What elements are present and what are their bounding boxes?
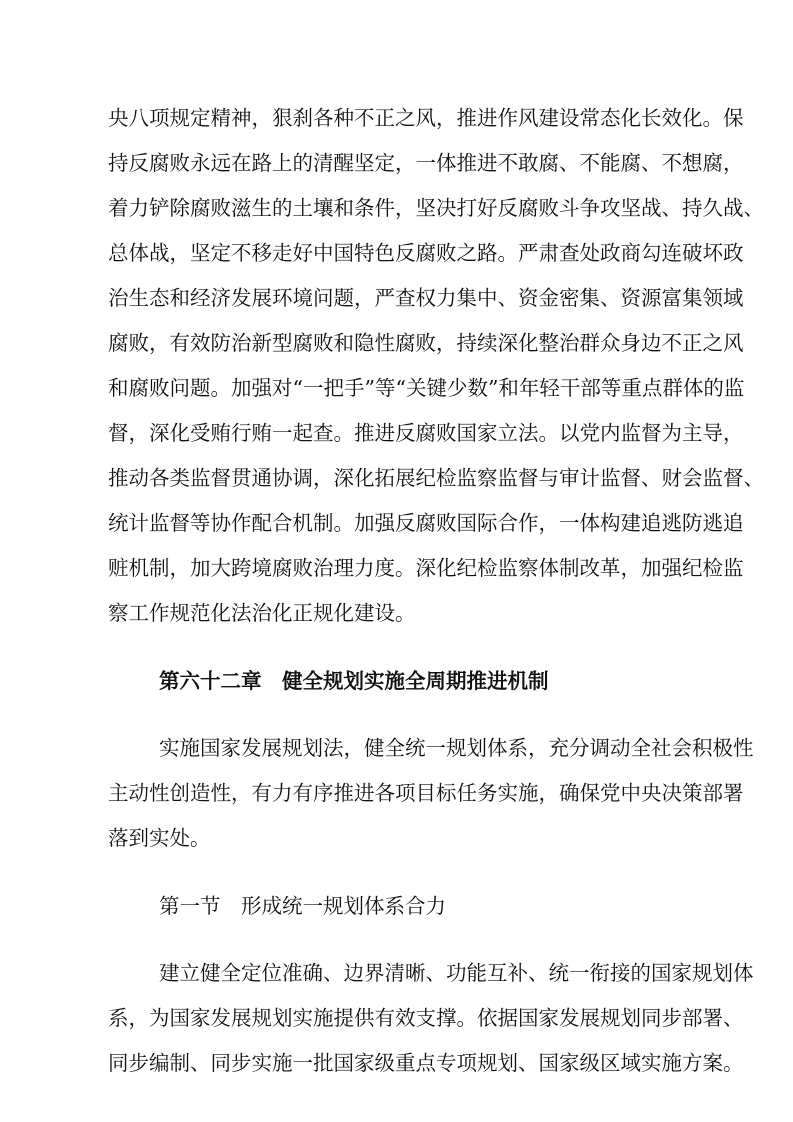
paragraph-line: 主动性创造性，有力有序推进各项目标任务实施，确保党中央决策部署	[108, 781, 744, 805]
paragraph-line: 实施国家发展规划法，健全统一规划体系，充分调动全社会积极性	[159, 736, 754, 760]
paragraph-line: 赃机制，加大跨境腐败治理力度。深化纪检监察体制改革，加强纪检监	[108, 556, 744, 580]
paragraph-line: 统计监督等协作配合机制。加强反腐败国际合作，一体构建追逃防逃追	[108, 511, 744, 535]
section-heading: 第一节 形成统一规划体系合力	[159, 894, 446, 918]
paragraph-line: 和腐败问题。加强对“一把手”等“关键少数”和年轻干部等重点群体的监	[108, 376, 745, 400]
paragraph-line: 持反腐败永远在路上的清醒坚定，一体推进不敢腐、不能腐、不想腐，	[108, 151, 744, 175]
paragraph-line: 央八项规定精神，狠刹各种不正之风，推进作风建设常态化长效化。保	[108, 106, 744, 130]
paragraph-line: 推动各类监督贯通协调，深化拓展纪检监察监督与审计监督、财会监督、	[108, 466, 764, 490]
paragraph-line: 着力铲除腐败滋生的土壤和条件，坚决打好反腐败斗争攻坚战、持久战、	[108, 196, 764, 220]
chapter-heading: 第六十二章 健全规划实施全周期推进机制	[159, 669, 549, 693]
paragraph-line: 总体战，坚定不移走好中国特色反腐败之路。严肃查处政商勾连破坏政	[108, 241, 744, 265]
paragraph-line: 治生态和经济发展环境问题，严查权力集中、资金密集、资源富集领域	[108, 286, 744, 310]
paragraph-line: 腐败，有效防治新型腐败和隐性腐败，持续深化整治群众身边不正之风	[108, 331, 744, 355]
paragraph-line: 落到实处。	[108, 826, 211, 850]
paragraph-line: 察工作规范化法治化正规化建设。	[108, 601, 416, 625]
paragraph-line: 建立健全定位准确、边界清晰、功能互补、统一衔接的国家规划体	[159, 961, 754, 985]
paragraph-line: 同步编制、同步实施一批国家级重点专项规划、国家级区域实施方案。	[108, 1051, 744, 1075]
paragraph-line: 系，为国家发展规划实施提供有效支撑。依据国家发展规划同步部署、	[108, 1006, 744, 1030]
paragraph-line: 督，深化受贿行贿一起查。推进反腐败国家立法。以党内监督为主导，	[108, 421, 744, 445]
